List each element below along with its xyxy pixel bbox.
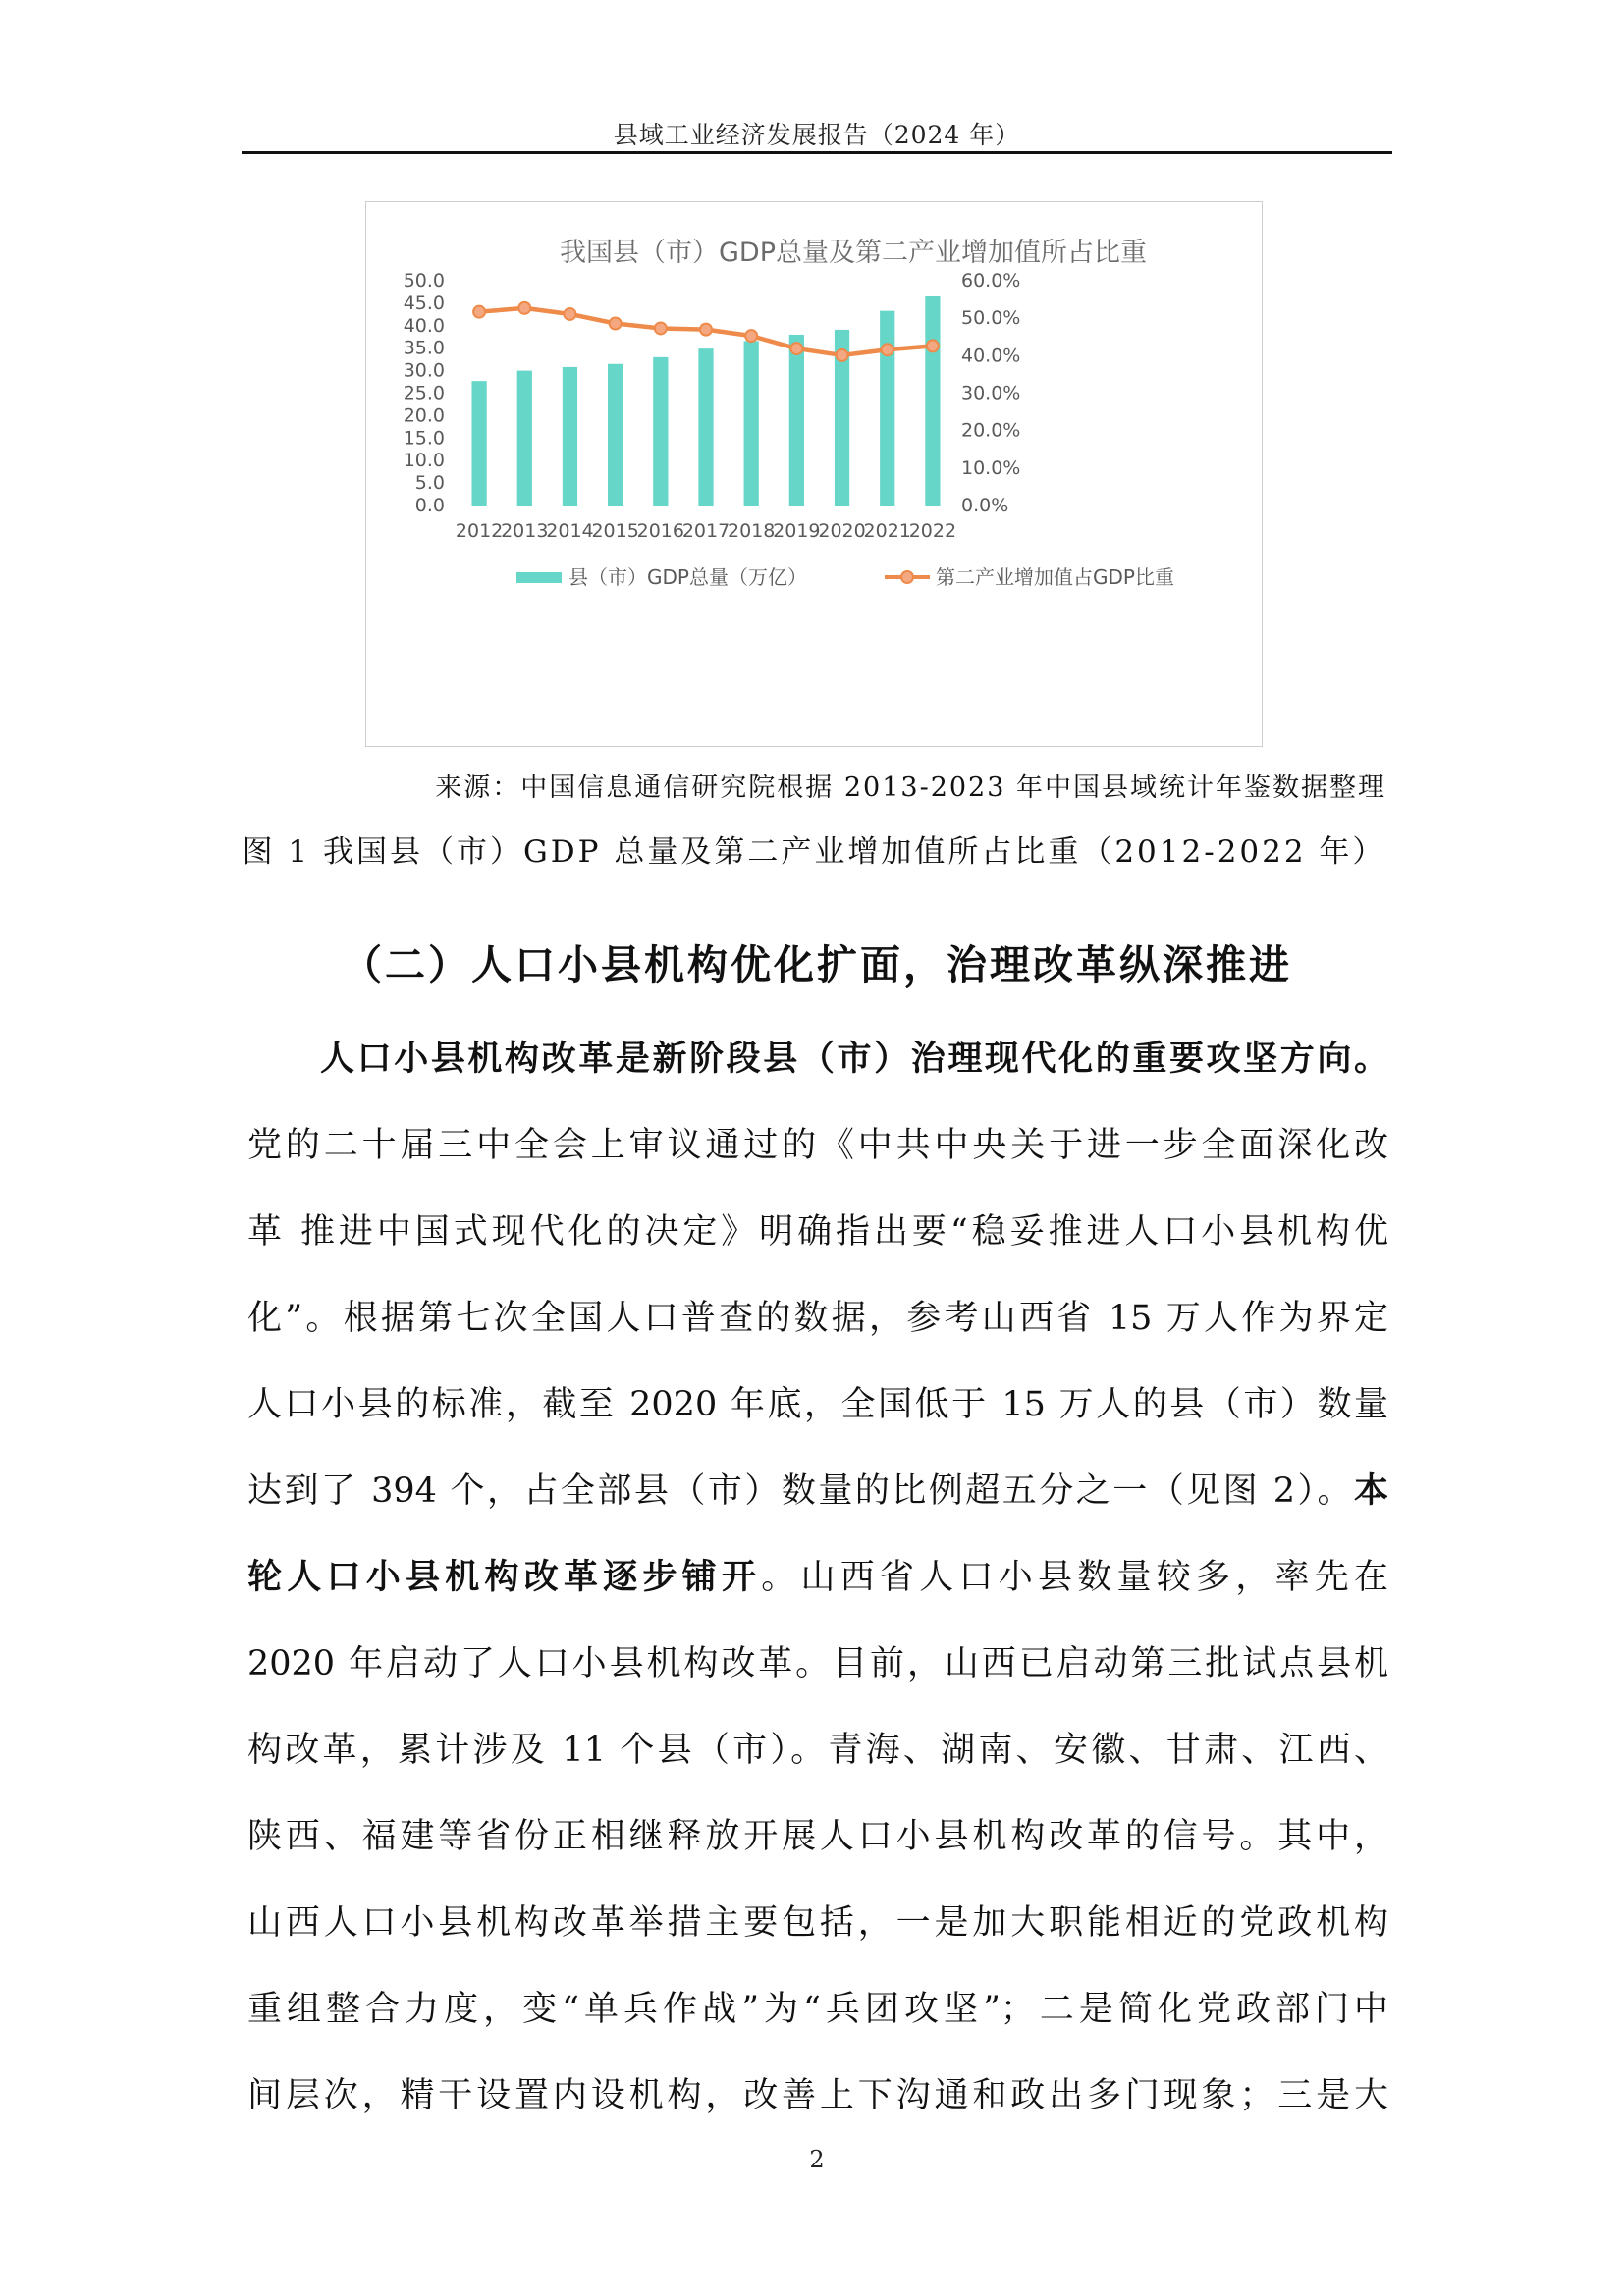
body-line: [247, 1462, 1388, 1521]
bar-2022: [925, 296, 940, 506]
x-axis-tick: 2014: [546, 520, 594, 542]
x-axis-tick: 2022: [908, 520, 957, 542]
x-axis-tick: 2013: [501, 520, 549, 542]
x-axis-tick: 2019: [773, 520, 821, 542]
right-axis-tick: 10.0%: [961, 456, 1021, 479]
left-axis-tick: 40.0: [403, 314, 445, 337]
x-axis-tick: 2012: [455, 520, 504, 542]
chart-legend: [516, 565, 1174, 589]
legend-line-label: 第二产业增加值占GDP比重: [936, 565, 1174, 589]
line-point-2018: [745, 330, 757, 342]
page-number: 2: [809, 2146, 825, 2173]
line-point-2022: [927, 340, 939, 351]
chart-title: 我国县（市）GDP总量及第二产业增加值所占比重: [560, 238, 1147, 268]
left-axis-tick: 45.0: [403, 292, 445, 314]
left-axis-tick: 5.0: [414, 472, 445, 495]
left-axis-tick: 0.0: [414, 495, 445, 516]
x-axis-tick: 2016: [636, 520, 684, 542]
bar-2019: [789, 335, 804, 506]
line-point-2013: [518, 302, 530, 314]
bar-2012: [471, 381, 486, 506]
line-point-2017: [700, 324, 712, 336]
x-axis-tick: 2015: [591, 520, 639, 542]
body-line: 2020 年启动了人口小县机构改革。目前，山西已启动第三批试点县机: [247, 1644, 1388, 1683]
left-axis-tick: 15.0: [403, 427, 445, 450]
right-axis-tick: 30.0%: [961, 382, 1021, 404]
right-axis-tick: 20.0%: [961, 419, 1021, 442]
legend-bar-swatch: [516, 572, 562, 583]
line-point-2020: [837, 349, 848, 361]
body-line: 人口小县的标准，截至 2020 年底，全国低于 15 万人的县（市）数量: [247, 1385, 1388, 1424]
left-axis-tick: 50.0: [403, 270, 445, 292]
right-axis-tick: 60.0%: [961, 270, 1021, 292]
body-bold-text: 本: [1353, 1471, 1388, 1511]
body-line: 革 推进中国式现代化的决定》明确指出要“稳妥推进人口小县机构优: [247, 1212, 1388, 1252]
left-axis-labels: [404, 270, 445, 516]
right-axis-tick: 0.0%: [961, 495, 1009, 516]
left-axis-tick: 20.0: [403, 404, 445, 427]
running-header: 县域工业经济发展报告（2024 年）: [613, 121, 1021, 149]
left-axis-tick: 10.0: [403, 450, 445, 472]
body-line: 人口小县机构改革是新阶段县（市）治理现代化的重要攻坚方向。: [320, 1040, 1388, 1079]
right-axis-tick: 50.0%: [961, 307, 1021, 330]
body-text: 达到了 394 个，占全部县（市）数量的比例超五分之一（见图 2）。: [247, 1471, 1354, 1511]
gdp-chart: [366, 202, 1262, 746]
bar-2015: [608, 364, 623, 506]
body-line: [247, 1548, 1388, 1607]
x-axis-tick: 2021: [863, 520, 911, 542]
body-line: 构改革，累计涉及 11 个县（市）。青海、湖南、安徽、甘肃、江西、: [247, 1731, 1388, 1770]
chart-source: 来源：中国信息通信研究院根据 2013-2023 年中国县域统计年鉴数据整理: [435, 773, 1386, 803]
right-axis-tick: 40.0%: [961, 345, 1021, 367]
body-line: 间层次，精干设置内设机构，改善上下沟通和政出多门现象；三是大: [247, 2076, 1388, 2115]
line-point-2021: [882, 344, 893, 355]
body-line: 化”。根据第七次全国人口普查的数据，参考山西省 15 万人作为界定: [247, 1299, 1388, 1338]
left-axis-tick: 30.0: [403, 359, 445, 382]
figure-caption: 图 1 我国县（市）GDP 总量及第二产业增加值所占比重（2012-2022 年）: [242, 834, 1386, 870]
chart-container: [365, 201, 1263, 747]
legend-bar-label: 县（市）GDP总量（万亿）: [568, 565, 807, 589]
body-line: 重组整合力度，变“单兵作战”为“兵团攻坚”；二是简化党政部门中: [247, 1990, 1388, 2029]
header-rule: [242, 151, 1392, 154]
bar-2016: [653, 357, 668, 506]
line-point-2015: [610, 318, 622, 330]
body-line: 山西人口小县机构改革举措主要包括，一是加大职能相近的党政机构: [247, 1903, 1388, 1943]
left-axis-tick: 25.0: [403, 382, 445, 404]
body-bold-text: 轮人口小县机构改革逐步铺开: [247, 1558, 762, 1597]
body-line: 党的二十届三中全会上审议通过的《中共中央关于进一步全面深化改: [247, 1126, 1388, 1165]
x-axis-tick: 2018: [728, 520, 776, 542]
x-axis-tick: 2017: [681, 520, 731, 542]
line-point-2016: [655, 322, 667, 334]
bar-2013: [517, 371, 532, 506]
x-axis-labels: [456, 520, 956, 542]
x-axis-tick: 2020: [818, 520, 866, 542]
bar-2017: [698, 348, 713, 506]
body-text: 。山西省人口小县数量较多，率先在: [761, 1558, 1388, 1597]
section-heading: （二）人口小县机构优化扩面，治理改革纵深推进: [342, 941, 1292, 988]
bar-2018: [744, 341, 759, 506]
body-line: 陕西、福建等省份正相继释放开展人口小县机构改革的信号。其中，: [247, 1817, 1388, 1856]
right-axis-labels: [961, 270, 1020, 516]
left-axis-tick: 35.0: [403, 337, 445, 359]
line-point-2019: [790, 343, 802, 354]
line-point-2012: [473, 306, 485, 318]
bar-2021: [880, 311, 894, 506]
bar-2014: [563, 367, 577, 506]
legend-line-marker: [901, 571, 913, 583]
line-point-2014: [564, 308, 575, 320]
